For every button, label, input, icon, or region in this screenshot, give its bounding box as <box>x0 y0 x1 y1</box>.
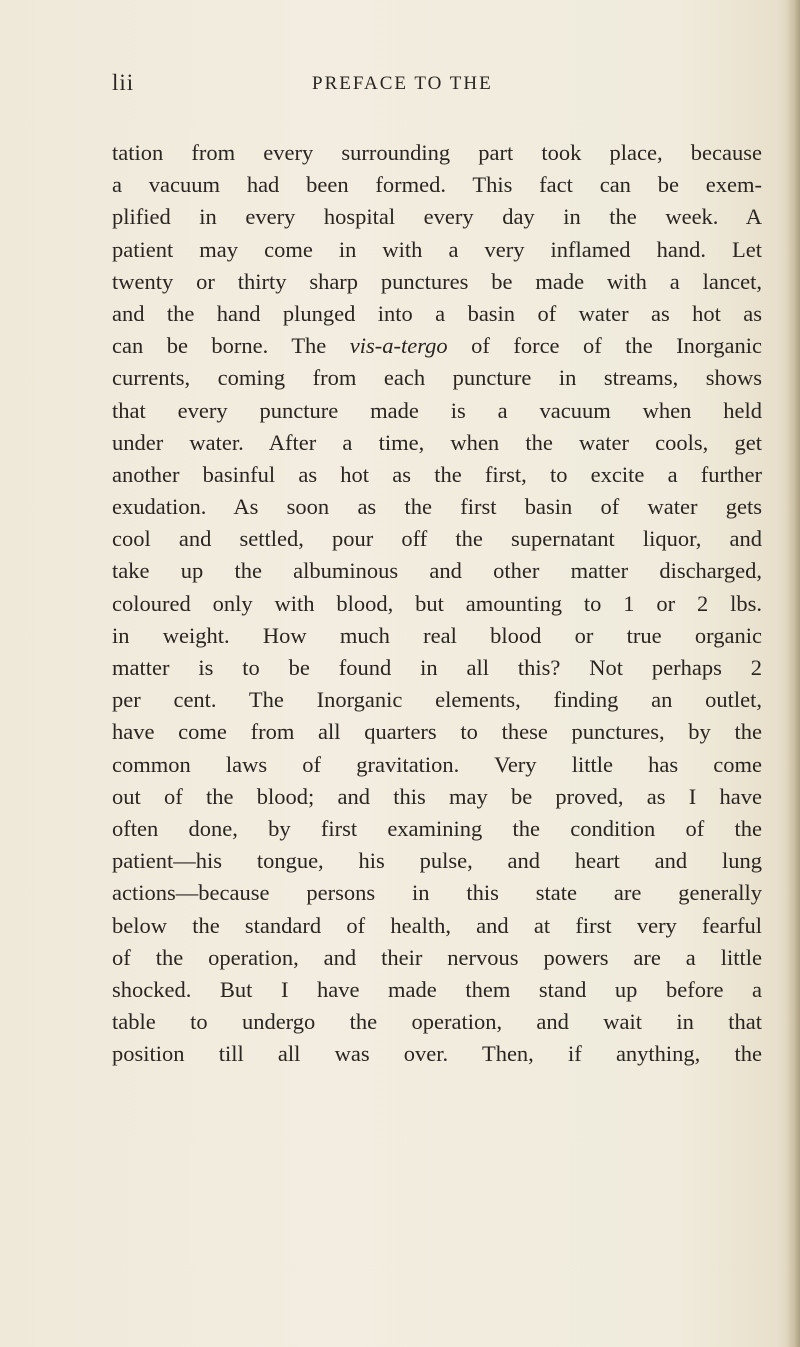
text-line: below the standard of health, and at first very fearful <box>112 912 762 938</box>
text-line: of the operation, and their nervous powers are a little <box>112 944 762 970</box>
page-edge-shadow <box>786 0 800 1347</box>
text-line: coloured only with blood, but amounting to 1 or 2 lbs. <box>112 590 762 616</box>
text-line: cool and settled, pour off the supernatant liquor, and <box>112 526 762 552</box>
page-number: lii <box>112 70 135 95</box>
italic-term: vis-a-tergo <box>349 333 448 359</box>
body-paragraph <box>112 137 762 1070</box>
text-line: that every puncture made is a vacuum when held <box>112 397 762 423</box>
text-line: common laws of gravitation. Very little has come <box>112 751 762 777</box>
running-head: PREFACE TO THE <box>312 73 493 94</box>
text-line: patient—his tongue, his pulse, and heart and lung <box>112 848 762 874</box>
text-segment: of force of the Inorganic <box>447 333 762 359</box>
text-line: tation from every surrounding part took place, because <box>112 140 762 165</box>
text-line: another basinful as hot as the first, to excite a further <box>112 461 762 487</box>
text-line: actions—because persons in this state are generally <box>112 880 762 906</box>
text-line: a vacuum had been formed. This fact can be exem- <box>112 172 762 198</box>
text-line: matter is to be found in all this? Not perhaps 2 <box>112 655 762 680</box>
text-line: have come from all quarters to these punctures, by the <box>112 719 762 745</box>
text-line: twenty or thirty sharp punctures be made with a lancet, <box>112 268 762 294</box>
page-header <box>112 70 712 110</box>
text-line: often done, by first examining the condition of the <box>112 815 762 841</box>
text-line: plified in every hospital every day in the week. A <box>112 204 762 230</box>
text-line: take up the albuminous and other matter discharged, <box>112 558 762 584</box>
text-line: under water. After a time, when the water cools, get <box>112 429 762 455</box>
text-line: table to undergo the operation, and wait in that <box>112 1009 762 1035</box>
text-segment: can be borne. The <box>112 333 350 359</box>
text-line: out of the blood; and this may be proved, as I have <box>112 783 762 809</box>
text-line-with-italic <box>112 330 762 362</box>
text-line: shocked. But I have made them stand up before a <box>112 976 762 1002</box>
text-line: and the hand plunged into a basin of water as hot as <box>112 300 762 326</box>
text-line: in weight. How much real blood or true organic <box>112 622 762 648</box>
text-line: position till all was over. Then, if anything, the <box>112 1041 762 1067</box>
text-line: patient may come in with a very inflamed hand. Let <box>112 236 762 262</box>
text-line: per cent. The Inorganic elements, finding an outlet, <box>112 687 762 713</box>
text-line: exudation. As soon as the first basin of water gets <box>112 494 762 520</box>
text-line: currents, coming from each puncture in streams, shows <box>112 365 762 391</box>
